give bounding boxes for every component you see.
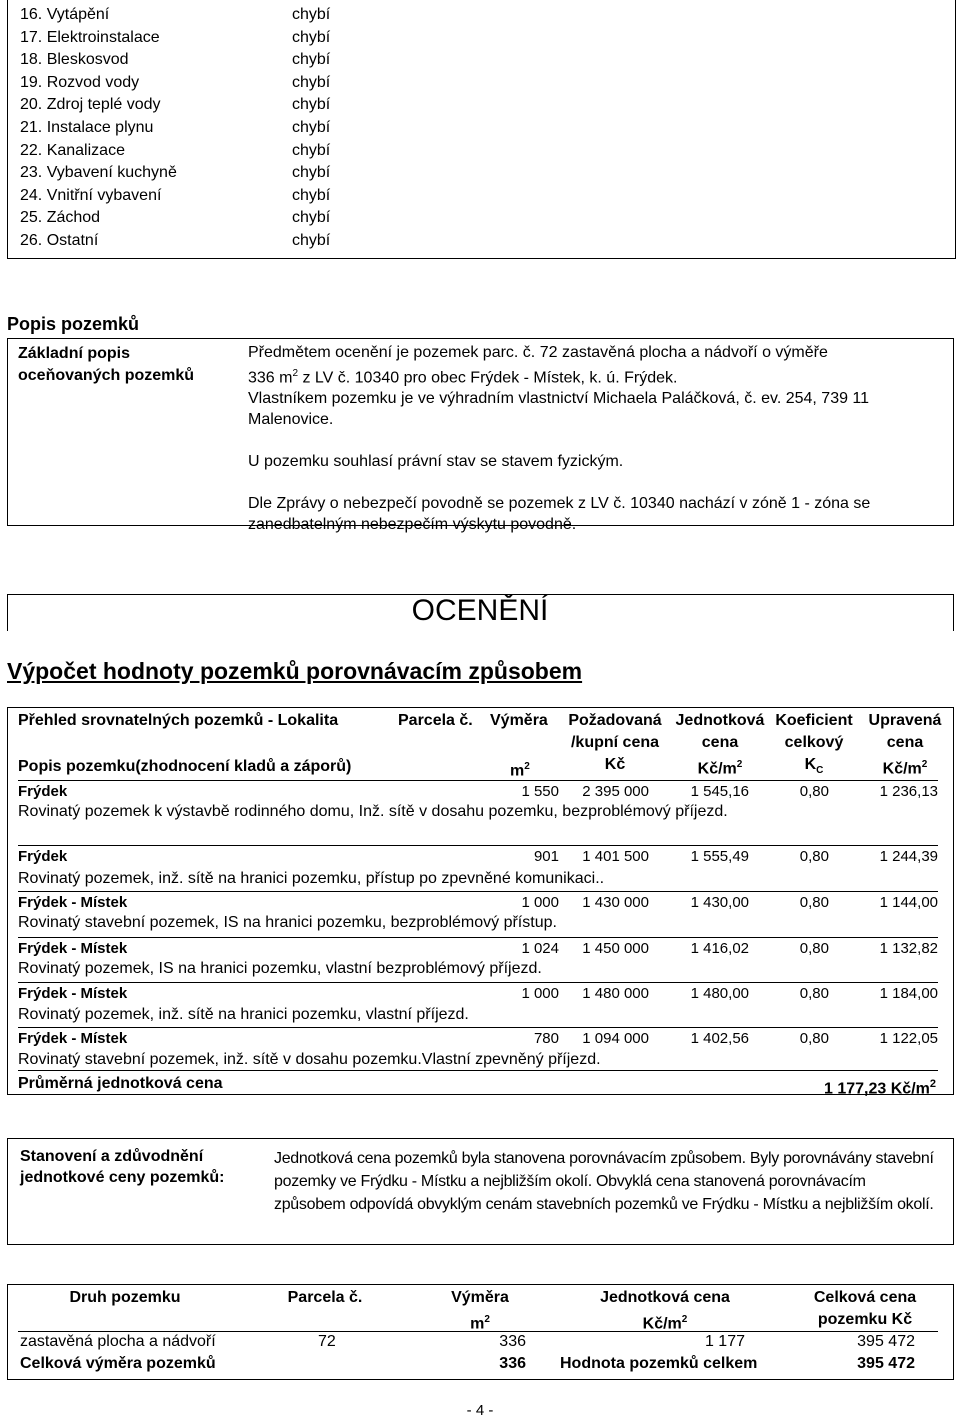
equipment-label: 20. Zdroj teplé vody xyxy=(20,96,161,114)
sum-total-area: 336 xyxy=(499,1355,526,1372)
sum-total-label: Celková výměra pozemků xyxy=(20,1355,216,1372)
cmp-row-price: 1 480 000 xyxy=(582,985,649,1002)
cmp-header-unit: Jednotková cena $Kč/m^2$ xyxy=(675,712,765,778)
equipment-value: chybí xyxy=(292,119,331,136)
land-para3: Dle Zprávy o nebezpečí povodně se pozemek z LV č. 10340 nachází v zóně 1 - zóna se zanedbatelným nebezpečím výskytu povodně. xyxy=(248,495,871,534)
cmp-row-price: 1 450 000 xyxy=(582,940,649,957)
equipment-value: chybí xyxy=(292,96,331,114)
sum-row-type: zastavěná plocha a nádvoří xyxy=(20,1333,216,1350)
cmp-row-coef: 0,80 xyxy=(799,940,829,957)
cmp-row-price: 1 430 000 xyxy=(582,894,649,911)
equipment-value: chybí xyxy=(292,141,331,159)
sum-row-area: 336 xyxy=(499,1333,526,1350)
cmp-header-adjusted: Upravená cena $Kč/m^2$ xyxy=(868,712,942,778)
land-lv-text: z LV č. 10340 pro obec Frýdek - Místek, k. ú. Frýdek. xyxy=(298,369,678,387)
cmp-row-adjusted: 1 236,13 xyxy=(879,783,938,800)
land-para1c: Vlastníkem pozemku je ve výhradním vlastnictví Michaela Paláčková, č. ev. 254, 739 11 Malenovice. xyxy=(248,390,870,429)
cmp-row-coef: 0,80 xyxy=(799,848,829,865)
cmp-row-unit: 1 555,49 xyxy=(690,848,749,865)
land-para1b xyxy=(248,363,948,388)
cmp-header-price: Požadovaná /kupní cena Kč xyxy=(568,712,662,773)
calculation-title: Výpočet hodnoty pozemků porovnávacím způsobem xyxy=(7,658,583,684)
equipment-value: chybí xyxy=(292,232,331,249)
cmp-header-coef: Koeficient celkový $K_C$ xyxy=(775,712,853,777)
land-label xyxy=(18,343,218,387)
cmp-row-divider xyxy=(18,1027,938,1028)
cmp-row-unit: 1 480,00 xyxy=(690,985,749,1002)
unit-price-text: Jednotková cena pozemků byla stanovena porovnávacím způsobem. Byly porovnávány stavební pozemky ve Frýdku - Místku a nejbližším okolí. Obvyklá cena stanovená porovnávacím způsobem odpovídá obvyklým cenám stavebních pozemků ve Frýdku - Místku a nejbližším okolí. xyxy=(274,1150,934,1213)
sum-total-value-label: Hodnota pozemků celkem xyxy=(560,1355,758,1372)
cmp-row-price: 2 395 000 xyxy=(582,783,649,800)
cmp-row-divider xyxy=(18,845,938,846)
sum-divider xyxy=(18,1331,938,1332)
equipment-label: 18. Bleskosvod xyxy=(20,51,129,69)
equipment-label: 23. Vybavení kuchyně xyxy=(20,164,177,182)
sum-header-type: Druh pozemku xyxy=(69,1289,181,1306)
cmp-header-area: Výměra xyxy=(490,712,548,729)
page-number: - 4 - xyxy=(466,1402,494,1419)
cmp-row-adjusted: 1 184,00 xyxy=(879,985,938,1002)
cmp-row-adjusted: 1 244,39 xyxy=(879,848,938,865)
equipment-value: chybí xyxy=(292,164,331,182)
valuation-title: OCENĚNÍ xyxy=(411,594,549,627)
cmp-footer-divider xyxy=(18,1070,938,1071)
cmp-row-location: Frýdek xyxy=(18,783,68,800)
cmp-header-lokalita: Přehled srovnatelných pozemků - Lokalita xyxy=(18,712,339,729)
land-description-text xyxy=(248,342,948,535)
cmp-row-area: 1 000 xyxy=(521,894,559,911)
equipment-value: chybí xyxy=(292,209,331,227)
cmp-header-area-unit: $m^2$ xyxy=(510,761,530,780)
cmp-row-coef: 0,80 xyxy=(799,894,829,911)
cmp-row-description: Rovinatý pozemek k výstavbě rodinného domu, Inž. sítě v dosahu pozemku, bezproblémový příjezd. xyxy=(18,803,728,820)
cmp-row-description: Rovinatý pozemek, IS na hranici pozemku, vlastní bezproblémový příjezd. xyxy=(18,960,542,977)
cmp-row-location: Frýdek - Místek xyxy=(18,1030,128,1047)
cmp-row-location: Frýdek - Místek xyxy=(18,940,128,957)
cmp-header-popis: Popis pozemku(zhodnocení kladů a záporů) xyxy=(18,758,352,775)
equipment-value: chybí xyxy=(292,28,331,46)
cmp-row-description: Rovinatý stavební pozemek, IS na hranici pozemku, bezproblémový přístup. xyxy=(18,914,557,931)
cmp-row-unit: 1 545,16 xyxy=(690,783,749,800)
sum-header-total: Celková cena pozemku Kč xyxy=(813,1289,917,1328)
average-value: 1 177,23 $Kč/m^2$ xyxy=(824,1078,936,1098)
equipment-value: chybí xyxy=(292,51,331,69)
sum-header-unit: Jednotková cena $Kč/m^2$ xyxy=(600,1289,730,1333)
cmp-header-divider xyxy=(18,780,938,781)
land-heading: Popis pozemků xyxy=(7,314,140,334)
cmp-row-description: Rovinatý pozemek, inž. sítě na hranici pozemku, vlastní příjezd. xyxy=(18,1006,469,1023)
cmp-row-divider xyxy=(18,891,938,892)
cmp-row-coef: 0,80 xyxy=(799,985,829,1002)
cmp-row-unit: 1 416,02 xyxy=(690,940,749,957)
sum-header-area: Výměra $m^2$ xyxy=(451,1289,509,1333)
equipment-label: 25. Záchod xyxy=(20,209,101,227)
cmp-row-adjusted: 1 122,05 xyxy=(879,1030,938,1047)
cmp-header-parcel: Parcela č. xyxy=(398,712,473,729)
equipment-label: 19. Rozvod vody xyxy=(20,73,140,91)
equipment-value: chybí xyxy=(292,73,331,91)
cmp-row-adjusted: 1 132,82 xyxy=(879,940,938,957)
equipment-value: chybí xyxy=(292,186,331,204)
cmp-row-divider xyxy=(18,982,938,983)
unit-price-label: Stanovení a zdůvodnění jednotkové ceny pozemků: xyxy=(20,1148,225,1186)
cmp-row-unit: 1 430,00 xyxy=(690,894,749,911)
equipment-label: 26. Ostatní xyxy=(20,232,99,249)
cmp-row-location: Frýdek - Místek xyxy=(18,894,128,911)
cmp-row-location: Frýdek xyxy=(18,848,68,865)
land-label-line2: oceňovaných pozemků xyxy=(18,367,195,384)
cmp-row-area: 1 550 xyxy=(521,783,559,800)
cmp-row-description: Rovinatý pozemek, inž. sítě na hranici pozemku, přístup po zpevněné komunikaci.. xyxy=(18,870,605,887)
land-area-value: 336 m xyxy=(248,369,293,387)
equipment-value: chybí xyxy=(292,6,331,23)
cmp-row-price: 1 401 500 xyxy=(582,848,649,865)
equipment-label: 22. Kanalizace xyxy=(20,141,125,159)
cmp-row-area: 1 024 xyxy=(521,940,559,957)
sum-row-total: 395 472 xyxy=(857,1333,915,1350)
cmp-row-area: 1 000 xyxy=(521,985,559,1002)
cmp-row-divider xyxy=(18,937,938,938)
cmp-row-coef: 0,80 xyxy=(799,1030,829,1047)
sum-total-value: 395 472 xyxy=(857,1355,915,1372)
cmp-row-area: 901 xyxy=(533,848,559,865)
cmp-row-unit: 1 402,56 xyxy=(690,1030,749,1047)
land-para1a: Předmětem ocenění je pozemek parc. č. 72 zastavěná plocha a nádvoří o výměře xyxy=(248,344,828,361)
equipment-label: 24. Vnitřní vybavení xyxy=(20,186,162,204)
sum-header-parcel: Parcela č. xyxy=(287,1289,363,1306)
land-area-sup: 2 xyxy=(292,368,299,379)
cmp-row-description: Rovinatý stavební pozemek, inž. sítě v dosahu pozemku.Vlastní zpevněný příjezd. xyxy=(18,1051,601,1068)
cmp-row-coef: 0,80 xyxy=(799,783,829,800)
cmp-row-location: Frýdek - Místek xyxy=(18,985,128,1002)
sum-row-parcel: 72 xyxy=(318,1333,336,1350)
sum-row-unit: 1 177 xyxy=(704,1333,745,1350)
land-label-line1: Základní popis xyxy=(18,345,131,362)
average-label: Průměrná jednotková cena xyxy=(18,1075,223,1092)
equipment-label: 21. Instalace plynu xyxy=(20,119,154,136)
cmp-row-price: 1 094 000 xyxy=(582,1030,649,1047)
cmp-row-area: 780 xyxy=(533,1030,559,1047)
cmp-row-adjusted: 1 144,00 xyxy=(879,894,938,911)
equipment-label: 17. Elektroinstalace xyxy=(20,28,160,46)
land-para2: U pozemku souhlasí právní stav se stavem fyzickým. xyxy=(248,453,624,471)
equipment-label: 16. Vytápění xyxy=(20,6,110,23)
